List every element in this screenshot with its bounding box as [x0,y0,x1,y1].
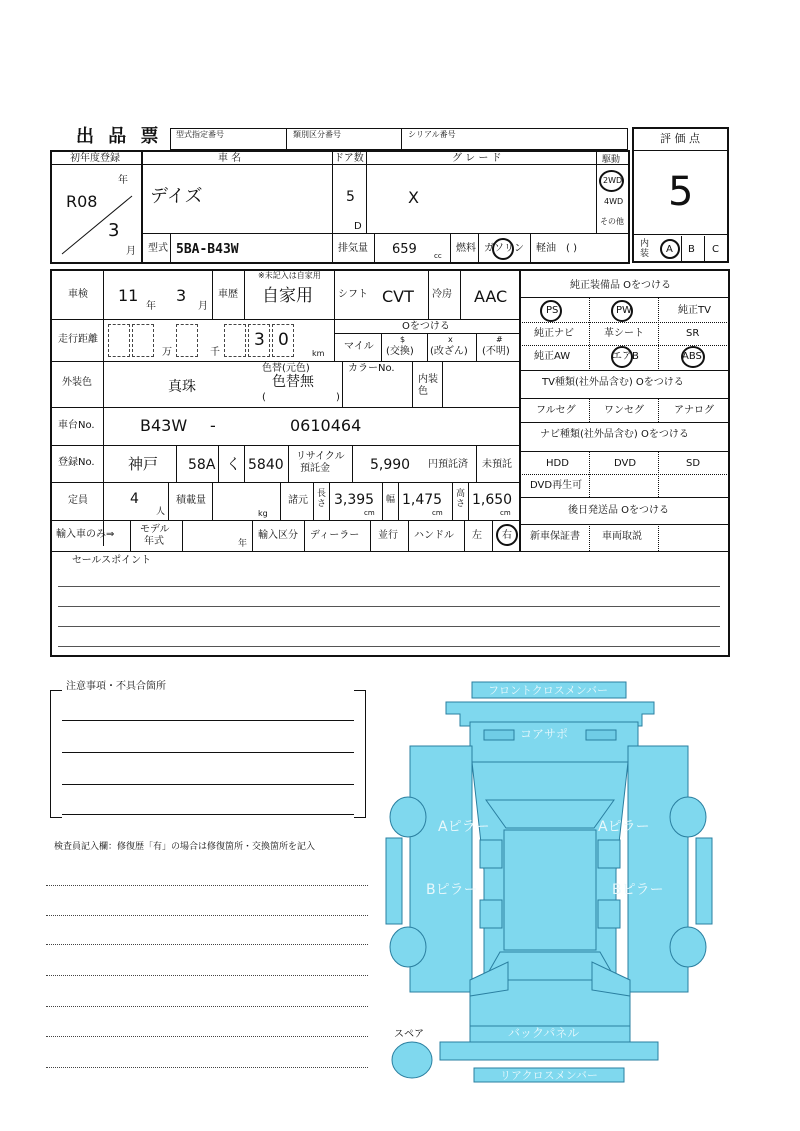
interior-label: 内装 [640,239,650,259]
height-unit: cm [500,509,511,517]
drive-2wd-mark [599,170,624,192]
dealer-label: ディーラー [310,530,360,541]
mileage-man: 万 [162,347,172,358]
handle-label: ハンドル [414,530,454,541]
chassis-number: 0610464 [290,416,362,435]
fuel-label: 燃料 [456,243,476,254]
navi-dvd: DVD [614,458,637,469]
a-pillar-right-label: Aピラー [598,819,650,835]
car-name-label: 車 名 [218,153,242,164]
interior-a-mark [660,239,680,259]
ac-label: 冷房 [432,289,452,300]
first-reg-code: R08 [66,192,98,211]
fuel-mark [492,238,514,260]
shaken-label: 車検 [68,289,88,300]
year-unit: 年 [118,175,128,186]
dims-label: 諸元 [288,495,308,506]
tv-type-title: TV種類(社外品含む) Oをつける [542,377,684,388]
mark-note: Oをつける [402,321,450,332]
diesel-label: 軽油 [536,243,556,254]
shift-label: シフト [338,289,368,300]
chassis-label: 車台No. [58,420,95,431]
class-label: 類別区分番号 [293,130,341,139]
drive-other: その他 [600,217,624,226]
drive-2wd: 2WD [603,176,623,185]
reg-kana: く [226,455,242,473]
history-label: 車歴 [218,289,238,300]
shaken-month-unit: 月 [198,301,208,312]
sales-point-label: セールスポイント [72,555,152,566]
interior-color-label: 内装色 [418,374,438,397]
length-unit: cm [364,509,375,517]
repaint-paren-r: ) [336,392,340,403]
unknown-label: (不明) [482,346,510,357]
mileage-label: 走行距離 [58,334,98,345]
navi-hdd: HDD [546,458,569,469]
repaint-paren-l: ( [262,392,266,403]
tv-fullseg: フルセグ [536,405,576,416]
grade-label: グ レ ー ド [452,153,502,164]
color-label: 外装色 [62,377,92,388]
recycle-label-1: リサイクル [296,451,345,462]
eq-pw-mark [611,300,633,322]
doors-label: ドア数 [334,153,364,164]
length-label: 長さ [317,489,327,509]
model-label: 型式 [148,243,168,254]
mileage-unit: km [312,349,325,358]
recycle-value: 5,990 [370,457,411,473]
fuel-value: ガソリン [484,243,524,254]
exchange-sym: $ [400,335,406,344]
reg-label: 登録No. [58,457,95,468]
eq-leather: 革シート [604,328,644,339]
diesel-paren: ( ) [566,243,577,254]
serial-label: シリアル番号 [408,130,456,139]
model-year-label-2: 年式 [144,536,164,547]
shaken-year-unit: 年 [146,301,156,312]
drive-4wd: 4WD [604,197,624,206]
capacity-unit: 人 [156,507,166,517]
navi-sd: SD [686,458,701,469]
eq-aw: 純正AW [534,351,571,362]
tv-analog: アナログ [674,405,714,416]
recycle-unpaid: 未預託 [482,459,512,470]
width-unit: cm [432,509,443,517]
repaint-label: 色替(元色) [262,363,310,374]
eq-airbag-mark [611,346,633,368]
tv-oneseg: ワンセグ [604,405,644,416]
model-value: 5BA-B43W [176,242,239,257]
import-label: 輸入車のみ⇒ [56,529,115,540]
exchange-label: (交換) [386,346,414,357]
score-label: 評 価 点 [660,132,700,145]
ac-value: AAC [474,287,508,306]
a-pillar-left-label: Aピラー [438,819,490,835]
interior-b: B [688,244,695,255]
import-class-label: 輸入区分 [258,530,298,541]
unknown-sym: # [496,335,503,344]
eq-airbag: エアB [612,351,639,362]
displacement-unit: cc [434,252,442,260]
history-note: ※未記入は自家用 [258,271,321,280]
interior-a: A [666,244,673,255]
shaken-month: 3 [176,286,187,305]
later-manual: 車両取説 [602,531,642,542]
mileage-d2: 0 [278,330,289,350]
capacity-label: 定員 [68,495,88,506]
month-unit: 月 [126,246,136,257]
reg-class: 58A [188,457,216,473]
color-no-label: カラーNo. [348,363,395,374]
chassis-dash: - [210,416,216,435]
first-reg-label: 初年度登録 [70,153,120,164]
inspector-label: 検査員記入欄：修復歴「有」の場合は修復箇所・交換箇所を記入 [54,842,316,852]
mileage-sen: 千 [210,347,220,358]
grade-value: X [408,188,419,207]
month-value: 3 [108,220,120,241]
eq-navi: 純正ナビ [534,328,574,339]
mileage-d1: 3 [254,330,265,350]
shaken-year: 11 [118,286,139,305]
repaint-value: 色替無 [272,374,314,390]
load-unit: kg [258,509,268,518]
later-warranty: 新車保証書 [530,531,580,542]
recycle-unit: 円預託済 [428,459,468,470]
right-mark [496,524,518,546]
load-label: 積載量 [176,495,206,506]
length-value: 3,395 [334,492,375,508]
core-support-label: コアサポ [520,727,569,741]
color-value: 真珠 [168,379,196,395]
eq-abs-mark [681,346,705,368]
history-value: 自家用 [262,286,313,306]
back-panel-label: バックパネル [508,1026,580,1040]
model-year-unit: 年 [238,539,248,549]
height-value: 1,650 [472,492,513,508]
doors-value: 5 [346,189,355,205]
drive-label: 駆動 [602,155,621,165]
capacity-value: 4 [130,491,139,507]
chassis-prefix: B43W [140,416,188,435]
page-title: 出 品 票 [76,126,163,147]
eq-tv: 純正TV [678,305,711,316]
interior-c: C [712,244,719,255]
spare-label: スペア [394,1029,424,1040]
navi-type-title: ナビ種類(社外品含む) Oをつける [540,429,689,440]
eq-ps-mark [540,300,562,322]
model-year-label-1: モデル [140,524,170,535]
recycle-label-2: 預託金 [300,463,330,474]
eq-ps: PS [546,305,559,316]
parallel-label: 並行 [378,530,398,541]
car-name: デイズ [150,186,203,207]
b-pillar-left-label: Bピラー [426,882,478,898]
b-pillar-right-label: Bピラー [612,882,664,898]
displacement-value: 659 [392,242,417,257]
doors-unit: D [354,221,362,232]
later-title: 後日発送品 Oをつける [568,505,670,516]
left-label: 左 [472,530,482,541]
navi-dvd-play: DVD再生可 [530,480,583,491]
tamper-label: (改ざん) [430,346,468,357]
eq-sr: SR [686,328,700,339]
rear-cross-label: リアクロスメンバー [500,1069,598,1082]
body-damage-diagram [380,680,720,1090]
mile-label: マイル [344,341,374,352]
equipment-title: 純正装備品 Oをつける [570,280,672,291]
score-value: 5 [668,169,694,215]
width-value: 1,475 [402,492,443,508]
right-label: 右 [502,530,512,541]
shift-value: CVT [382,287,414,306]
front-cross-label: フロントクロスメンバー [488,684,609,697]
model-cert-label: 型式指定番号 [176,130,224,139]
displacement-label: 排気量 [338,243,368,254]
tamper-sym: x [448,335,453,344]
eq-abs: ABS [682,351,702,362]
eq-pw: PW [616,305,632,316]
reg-place: 神戸 [128,455,159,473]
width-label: 幅 [386,495,396,505]
caution-label: 注意事項・不具合箇所 [66,681,166,692]
reg-number: 5840 [248,457,284,473]
height-label: 高さ [456,489,466,509]
